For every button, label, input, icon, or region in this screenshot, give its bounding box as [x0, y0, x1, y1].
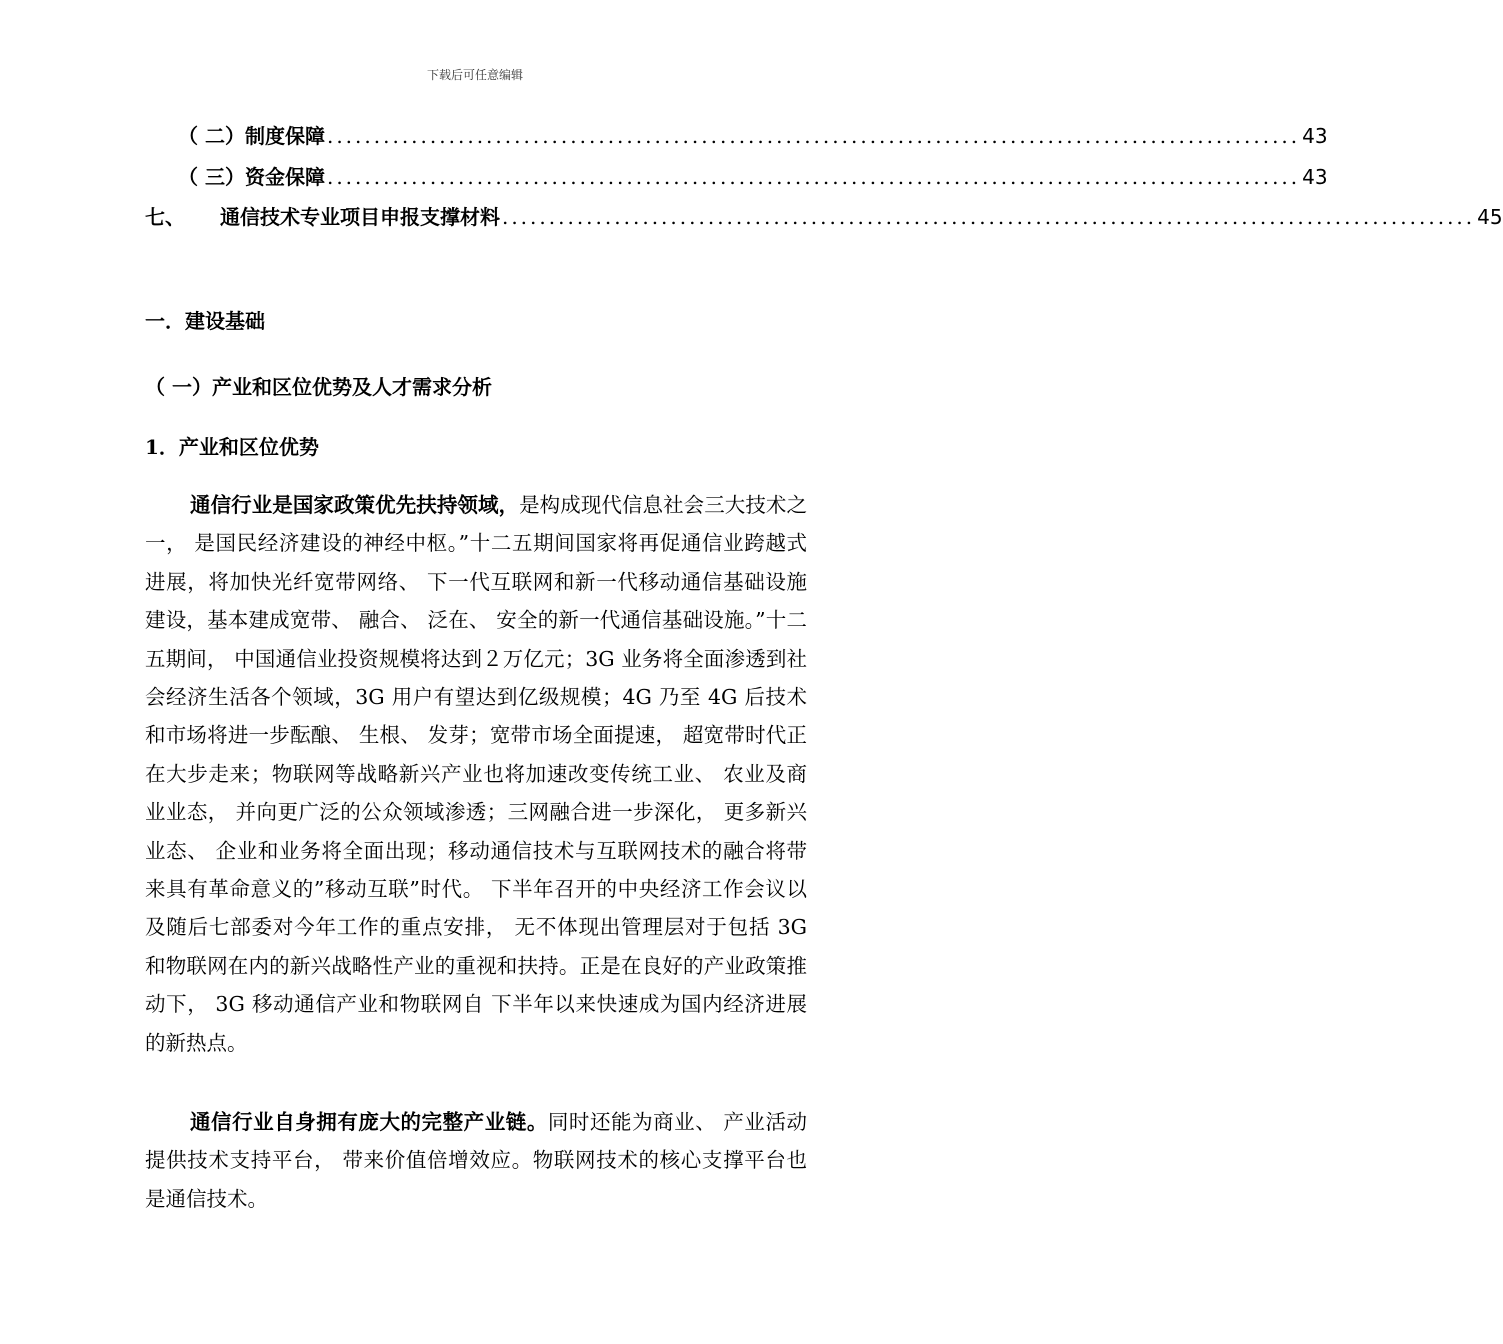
body-paragraph-industry-chain: [145, 1103, 807, 1218]
page-header: 下载后可任意编辑: [426, 68, 523, 82]
toc-entry-title: 通信技术专业项目申报支撑材料: [219, 205, 500, 229]
toc-entry-support-materials[interactable]: [145, 203, 1503, 231]
toc-entry-page: 43: [1302, 165, 1328, 189]
paragraph-body-text: 是构成现代信息社会三大技术之一， 是国民经济建设的神经中枢。”十二五期间国家将再促通信业跨越式进展，将加快光纤宽带网络、 下一代互联网和新一代移动通信基础设施建设，基本建成宽带、 融合、 泛在、 安全的新一代通信基础设施。”十二五期间， 中国通信业投资规模将达到２万亿元；3G 业务将全面渗透到社会经济生活各个领域，3G 用户有望达到亿级规模；4G 乃至 4G 后技术和市场将进一步酝酿、 生根、 发芽；宽带市场全面提速， 超宽带时代正在大步走来；物联网等战略新兴产业也将加速改变传统工业、 农业及商业业态， 并向更广泛的公众领域渗透；三网融合进一步深化， 更多新兴业态、 企业和业务将全面出现；移动通信技术与互联网技术的融合将带来具有革命意义的”移动互联”时代。 下半年召开的中央经济工作会议以及随后七部委对今年工作的重点安排， 无不体现出管理层对于包括 3G 和物联网在内的新兴战略性产业的重视和扶持。正是在良好的产业政策推动下， 3G 移动通信产业和物联网自 下半年以来快速成为国内经济进展的新热点。: [145, 493, 808, 1055]
body-paragraph-policy-support: [145, 486, 807, 1062]
toc-entry-number: 七、: [145, 205, 192, 229]
toc-leader-dots: ........................................................................................................: [326, 165, 1301, 189]
paragraph-lead-text: 通信行业是国家政策优先扶持领域，: [190, 493, 520, 517]
toc-leader-dots: ........................................................................................................: [326, 124, 1301, 148]
toc-entry-page: 43: [1302, 124, 1328, 148]
paragraph-lead-text: 通信行业自身拥有庞大的完整产业链。: [190, 1110, 548, 1134]
toc-entry-page: 45: [1477, 205, 1503, 229]
toc-entry-title: 资金保障: [244, 165, 325, 189]
toc-entry-number: （ 三）: [178, 165, 245, 189]
toc-entry-institutional-guarantee[interactable]: [178, 122, 1328, 150]
toc-entry-number: （ 二）: [178, 124, 245, 148]
section-heading-construction-basis: 一．建设基础: [145, 309, 265, 333]
paragraph-body-text: 同时还能为商业、 产业活动提供技术支持平台， 带来价值倍增效应。物联网技术的核心支撑平台也是通信技术。: [145, 1110, 808, 1211]
toc-leader-dots: ........................................................................................................: [501, 205, 1476, 229]
subsubsection-heading-industry-advantages: 1．产业和区位优势: [145, 435, 319, 459]
toc-entry-title: 制度保障: [244, 124, 325, 148]
toc-entry-funding-guarantee[interactable]: [178, 163, 1328, 191]
subsection-heading-industry-analysis: （ 一）产业和区位优势及人才需求分析: [145, 375, 492, 399]
